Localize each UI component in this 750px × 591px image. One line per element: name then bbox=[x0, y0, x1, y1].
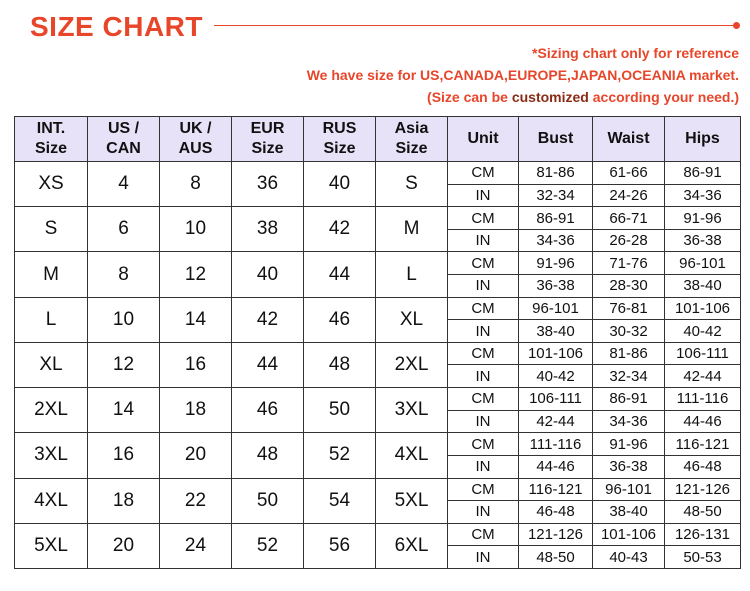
bust-in-cell: 40-42 bbox=[519, 365, 593, 388]
rus-size-cell: 48 bbox=[304, 342, 376, 387]
table-row bbox=[15, 252, 741, 275]
unit-in-cell: IN bbox=[448, 455, 519, 478]
unit-cm-cell: CM bbox=[448, 252, 519, 275]
us-size-cell: 6 bbox=[88, 207, 160, 252]
asia-size-cell: 3XL bbox=[376, 388, 448, 433]
col-header-unit: Unit bbox=[448, 117, 519, 162]
rus-size-cell: 42 bbox=[304, 207, 376, 252]
uk-size-cell: 10 bbox=[160, 207, 232, 252]
int-size-cell: XS bbox=[15, 162, 88, 207]
table-row bbox=[15, 523, 741, 546]
col-header-bust: Bust bbox=[519, 117, 593, 162]
us-size-cell: 14 bbox=[88, 388, 160, 433]
unit-in-cell: IN bbox=[448, 501, 519, 524]
eur-size-cell: 48 bbox=[232, 433, 304, 478]
rus-size-cell: 52 bbox=[304, 433, 376, 478]
waist-in-cell: 26-28 bbox=[593, 229, 665, 252]
rus-size-cell: 56 bbox=[304, 523, 376, 568]
table-row bbox=[15, 478, 741, 501]
bust-cm-cell: 91-96 bbox=[519, 252, 593, 275]
bust-cm-cell: 101-106 bbox=[519, 342, 593, 365]
uk-size-cell: 22 bbox=[160, 478, 232, 523]
rus-size-cell: 40 bbox=[304, 162, 376, 207]
asia-size-cell: 5XL bbox=[376, 478, 448, 523]
asia-size-cell: XL bbox=[376, 297, 448, 342]
int-size-cell: 3XL bbox=[15, 433, 88, 478]
unit-cm-cell: CM bbox=[448, 388, 519, 411]
uk-size-cell: 12 bbox=[160, 252, 232, 297]
col-header-us: US / CAN bbox=[88, 117, 160, 162]
unit-in-cell: IN bbox=[448, 365, 519, 388]
us-size-cell: 12 bbox=[88, 342, 160, 387]
waist-in-cell: 32-34 bbox=[593, 365, 665, 388]
waist-in-cell: 34-36 bbox=[593, 410, 665, 433]
hips-cm-cell: 101-106 bbox=[665, 297, 741, 320]
col-header-waist: Waist bbox=[593, 117, 665, 162]
waist-in-cell: 30-32 bbox=[593, 320, 665, 343]
int-size-cell: M bbox=[15, 252, 88, 297]
eur-size-cell: 50 bbox=[232, 478, 304, 523]
waist-in-cell: 40-43 bbox=[593, 546, 665, 569]
uk-size-cell: 16 bbox=[160, 342, 232, 387]
uk-size-cell: 18 bbox=[160, 388, 232, 433]
table-row bbox=[15, 162, 741, 185]
table-row bbox=[15, 297, 741, 320]
rule-end-dot bbox=[733, 22, 740, 29]
waist-in-cell: 24-26 bbox=[593, 184, 665, 207]
unit-cm-cell: CM bbox=[448, 433, 519, 456]
table-row bbox=[15, 388, 741, 411]
waist-cm-cell: 81-86 bbox=[593, 342, 665, 365]
eur-size-cell: 40 bbox=[232, 252, 304, 297]
hips-cm-cell: 116-121 bbox=[665, 433, 741, 456]
table-row bbox=[15, 342, 741, 365]
header-row bbox=[15, 117, 741, 162]
eur-size-cell: 36 bbox=[232, 162, 304, 207]
eur-size-cell: 52 bbox=[232, 523, 304, 568]
bust-in-cell: 42-44 bbox=[519, 410, 593, 433]
customize-note-highlight: customized bbox=[511, 89, 589, 105]
asia-size-cell: 2XL bbox=[376, 342, 448, 387]
int-size-cell: 4XL bbox=[15, 478, 88, 523]
hips-in-cell: 40-42 bbox=[665, 320, 741, 343]
waist-in-cell: 36-38 bbox=[593, 455, 665, 478]
reference-note: *Sizing chart only for reference bbox=[532, 45, 739, 61]
waist-cm-cell: 86-91 bbox=[593, 388, 665, 411]
bust-cm-cell: 111-116 bbox=[519, 433, 593, 456]
bust-in-cell: 32-34 bbox=[519, 184, 593, 207]
hips-cm-cell: 106-111 bbox=[665, 342, 741, 365]
size-chart-table bbox=[14, 116, 741, 569]
waist-cm-cell: 91-96 bbox=[593, 433, 665, 456]
bust-in-cell: 46-48 bbox=[519, 501, 593, 524]
hips-in-cell: 48-50 bbox=[665, 501, 741, 524]
bust-in-cell: 34-36 bbox=[519, 229, 593, 252]
waist-cm-cell: 101-106 bbox=[593, 523, 665, 546]
us-size-cell: 4 bbox=[88, 162, 160, 207]
hips-in-cell: 42-44 bbox=[665, 365, 741, 388]
customize-note bbox=[427, 88, 739, 106]
bust-in-cell: 44-46 bbox=[519, 455, 593, 478]
waist-cm-cell: 66-71 bbox=[593, 207, 665, 230]
rus-size-cell: 46 bbox=[304, 297, 376, 342]
unit-cm-cell: CM bbox=[448, 162, 519, 185]
unit-in-cell: IN bbox=[448, 275, 519, 298]
bust-in-cell: 48-50 bbox=[519, 546, 593, 569]
hips-cm-cell: 126-131 bbox=[665, 523, 741, 546]
rus-size-cell: 44 bbox=[304, 252, 376, 297]
hips-in-cell: 44-46 bbox=[665, 410, 741, 433]
table-row bbox=[15, 433, 741, 456]
uk-size-cell: 24 bbox=[160, 523, 232, 568]
bust-cm-cell: 106-111 bbox=[519, 388, 593, 411]
hips-cm-cell: 91-96 bbox=[665, 207, 741, 230]
int-size-cell: XL bbox=[15, 342, 88, 387]
hips-in-cell: 50-53 bbox=[665, 546, 741, 569]
uk-size-cell: 20 bbox=[160, 433, 232, 478]
hips-cm-cell: 86-91 bbox=[665, 162, 741, 185]
eur-size-cell: 46 bbox=[232, 388, 304, 433]
unit-cm-cell: CM bbox=[448, 478, 519, 501]
asia-size-cell: 6XL bbox=[376, 523, 448, 568]
bust-cm-cell: 86-91 bbox=[519, 207, 593, 230]
hips-in-cell: 34-36 bbox=[665, 184, 741, 207]
col-header-asia: Asia Size bbox=[376, 117, 448, 162]
asia-size-cell: M bbox=[376, 207, 448, 252]
col-header-rus: RUS Size bbox=[304, 117, 376, 162]
table-row bbox=[15, 207, 741, 230]
eur-size-cell: 38 bbox=[232, 207, 304, 252]
bust-cm-cell: 96-101 bbox=[519, 297, 593, 320]
bust-cm-cell: 121-126 bbox=[519, 523, 593, 546]
bust-in-cell: 36-38 bbox=[519, 275, 593, 298]
eur-size-cell: 42 bbox=[232, 297, 304, 342]
us-size-cell: 10 bbox=[88, 297, 160, 342]
bust-cm-cell: 81-86 bbox=[519, 162, 593, 185]
asia-size-cell: 4XL bbox=[376, 433, 448, 478]
col-header-int: INT. Size bbox=[15, 117, 88, 162]
col-header-eur: EUR Size bbox=[232, 117, 304, 162]
bust-cm-cell: 116-121 bbox=[519, 478, 593, 501]
uk-size-cell: 8 bbox=[160, 162, 232, 207]
col-header-uk: UK / AUS bbox=[160, 117, 232, 162]
int-size-cell: 2XL bbox=[15, 388, 88, 433]
us-size-cell: 18 bbox=[88, 478, 160, 523]
unit-cm-cell: CM bbox=[448, 207, 519, 230]
waist-cm-cell: 61-66 bbox=[593, 162, 665, 185]
int-size-cell: L bbox=[15, 297, 88, 342]
col-header-hips: Hips bbox=[665, 117, 741, 162]
waist-cm-cell: 96-101 bbox=[593, 478, 665, 501]
unit-cm-cell: CM bbox=[448, 297, 519, 320]
waist-in-cell: 28-30 bbox=[593, 275, 665, 298]
us-size-cell: 20 bbox=[88, 523, 160, 568]
rus-size-cell: 50 bbox=[304, 388, 376, 433]
unit-in-cell: IN bbox=[448, 184, 519, 207]
customize-note-open: (Size can be bbox=[427, 89, 512, 105]
waist-in-cell: 38-40 bbox=[593, 501, 665, 524]
bust-in-cell: 38-40 bbox=[519, 320, 593, 343]
asia-size-cell: S bbox=[376, 162, 448, 207]
waist-cm-cell: 76-81 bbox=[593, 297, 665, 320]
rus-size-cell: 54 bbox=[304, 478, 376, 523]
asia-size-cell: L bbox=[376, 252, 448, 297]
unit-in-cell: IN bbox=[448, 320, 519, 343]
page-title: SIZE CHART bbox=[30, 11, 203, 42]
us-size-cell: 8 bbox=[88, 252, 160, 297]
us-size-cell: 16 bbox=[88, 433, 160, 478]
hips-in-cell: 38-40 bbox=[665, 275, 741, 298]
hips-cm-cell: 111-116 bbox=[665, 388, 741, 411]
hips-cm-cell: 121-126 bbox=[665, 478, 741, 501]
unit-in-cell: IN bbox=[448, 410, 519, 433]
unit-cm-cell: CM bbox=[448, 523, 519, 546]
uk-size-cell: 14 bbox=[160, 297, 232, 342]
customize-note-close: according your need.) bbox=[588, 89, 739, 105]
eur-size-cell: 44 bbox=[232, 342, 304, 387]
title-rule bbox=[214, 25, 736, 26]
unit-cm-cell: CM bbox=[448, 342, 519, 365]
hips-in-cell: 36-38 bbox=[665, 229, 741, 252]
unit-in-cell: IN bbox=[448, 229, 519, 252]
unit-in-cell: IN bbox=[448, 546, 519, 569]
int-size-cell: S bbox=[15, 207, 88, 252]
waist-cm-cell: 71-76 bbox=[593, 252, 665, 275]
hips-cm-cell: 96-101 bbox=[665, 252, 741, 275]
hips-in-cell: 46-48 bbox=[665, 455, 741, 478]
int-size-cell: 5XL bbox=[15, 523, 88, 568]
market-note: We have size for US,CANADA,EUROPE,JAPAN,OCEANIA market. bbox=[306, 67, 739, 83]
